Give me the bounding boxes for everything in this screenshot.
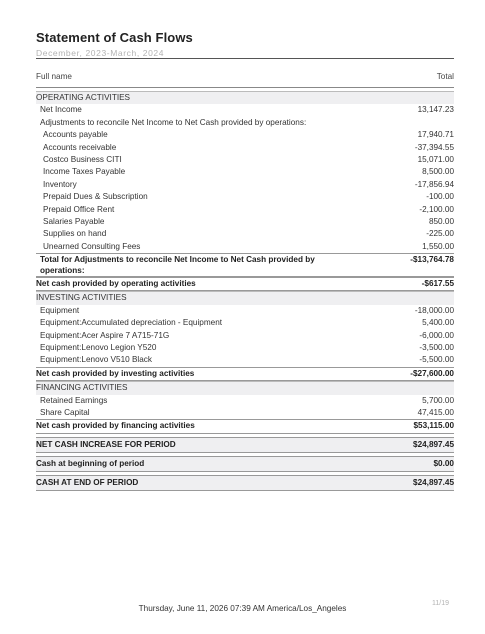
row-label: Net cash provided by financing activities xyxy=(36,421,195,431)
net-cash-increase-row xyxy=(36,437,454,453)
row-amount: -5,500.00 xyxy=(419,355,454,365)
row-label: Total for Adjustments to reconcile Net Income to Net Cash provided by operations: xyxy=(40,255,315,276)
row-amount: -3,500.00 xyxy=(419,343,454,353)
cash-end-row xyxy=(36,475,454,491)
row-amount: -$27,600.00 xyxy=(410,368,454,378)
row-label: Share Capital xyxy=(40,407,90,417)
section-header-investing xyxy=(36,291,454,304)
row-amount: -37,394.55 xyxy=(414,142,454,152)
cash-beginning-row xyxy=(36,456,454,472)
report-title: Statement of Cash Flows xyxy=(36,30,193,45)
row-label: Inventory xyxy=(43,179,77,189)
row-amount: -$13,764.78 xyxy=(410,255,454,265)
row-label: CASH AT END OF PERIOD xyxy=(36,477,139,487)
column-header-row xyxy=(36,68,454,85)
table-row xyxy=(36,129,454,141)
row-label: NET CASH INCREASE FOR PERIOD xyxy=(36,439,176,449)
row-label: Equipment:Lenovo Legion Y520 xyxy=(40,343,157,353)
table-row xyxy=(36,191,454,203)
operating-net-cash-row xyxy=(36,277,454,291)
row-amount: 8,500.00 xyxy=(422,167,454,177)
row-label: Costco Business CITI xyxy=(43,154,122,164)
row-amount: -2,100.00 xyxy=(419,204,454,214)
row-label: Equipment:Acer Aspire 7 A715-71G xyxy=(40,330,170,340)
table-row xyxy=(36,117,454,129)
row-amount: $24,897.45 xyxy=(413,439,454,449)
row-label: Net Income xyxy=(40,105,82,115)
row-amount: 5,700.00 xyxy=(422,395,454,405)
row-amount: 15,071.00 xyxy=(417,154,454,164)
row-label: Retained Earnings xyxy=(40,395,108,405)
row-amount: $24,897.45 xyxy=(413,477,454,487)
row-amount: -18,000.00 xyxy=(414,305,454,315)
row-amount: 47,415.00 xyxy=(417,407,454,417)
row-amount: -17,856.94 xyxy=(414,179,454,189)
row-label: Income Taxes Payable xyxy=(43,167,126,177)
section-header-operating xyxy=(36,91,454,104)
report-header xyxy=(36,30,454,58)
adjustments-total-row xyxy=(36,253,454,277)
section-label: FINANCING ACTIVITIES xyxy=(36,383,128,393)
column-header-total: Total xyxy=(436,72,454,81)
table-row xyxy=(36,154,454,166)
row-label: Salaries Payable xyxy=(43,216,105,226)
row-label: Equipment:Lenovo V510 Black xyxy=(40,355,152,365)
header-divider xyxy=(36,58,454,59)
table-row xyxy=(36,342,454,354)
row-amount: 17,940.71 xyxy=(417,130,454,140)
investing-net-cash-row xyxy=(36,367,454,381)
row-amount: -$617.55 xyxy=(421,279,454,289)
row-label: Cash at beginning of period xyxy=(36,458,145,468)
section-header-financing xyxy=(36,381,454,394)
table-row xyxy=(36,142,454,154)
page-number: 11/19 xyxy=(432,600,449,607)
row-label: Equipment xyxy=(40,305,80,315)
table-row xyxy=(36,305,454,317)
row-amount: 13,147.23 xyxy=(417,105,454,115)
table-row xyxy=(36,179,454,191)
row-label: Supplies on hand xyxy=(43,229,107,239)
row-amount: -6,000.00 xyxy=(419,330,454,340)
table-row xyxy=(36,166,454,178)
row-label: Net cash provided by operating activities xyxy=(36,279,196,289)
financing-net-cash-row xyxy=(36,419,454,433)
operating-items xyxy=(36,129,454,253)
row-label: Accounts payable xyxy=(43,130,108,140)
row-amount: $53,115.00 xyxy=(413,421,454,431)
row-label: Equipment:Accumulated depreciation - Equipment xyxy=(40,318,223,328)
row-amount: $0.00 xyxy=(433,458,454,468)
footer-timestamp: Thursday, June 11, 2026 07:39 AM America/Los_Angeles xyxy=(138,604,347,613)
section-label: OPERATING ACTIVITIES xyxy=(36,93,131,102)
row-label: Unearned Consulting Fees xyxy=(43,241,141,251)
table-row xyxy=(36,330,454,342)
row-label: Accounts receivable xyxy=(43,142,117,152)
table-row xyxy=(36,216,454,228)
row-label: Prepaid Dues & Subscription xyxy=(43,192,148,202)
column-header-name: Full name xyxy=(36,72,72,81)
table-row xyxy=(36,407,454,419)
table-row xyxy=(36,104,454,116)
table-row xyxy=(36,241,454,253)
row-label: Prepaid Office Rent xyxy=(43,204,115,214)
cash-flow-table xyxy=(36,68,454,491)
row-label: Net cash provided by investing activities xyxy=(36,368,195,378)
report-period: December, 2023-March, 2024 xyxy=(36,48,165,58)
row-amount: 1,550.00 xyxy=(422,241,454,251)
row-label: Adjustments to reconcile Net Income to Net Cash provided by operations: xyxy=(40,117,307,127)
row-amount: 850.00 xyxy=(428,216,454,226)
section-label: INVESTING ACTIVITIES xyxy=(36,293,127,303)
row-amount: -100.00 xyxy=(426,192,454,202)
table-row xyxy=(36,354,454,366)
table-row xyxy=(36,204,454,216)
row-amount: 5,400.00 xyxy=(422,318,454,328)
table-row xyxy=(36,395,454,407)
table-row xyxy=(36,317,454,329)
table-row xyxy=(36,228,454,240)
row-amount: -225.00 xyxy=(426,229,454,239)
